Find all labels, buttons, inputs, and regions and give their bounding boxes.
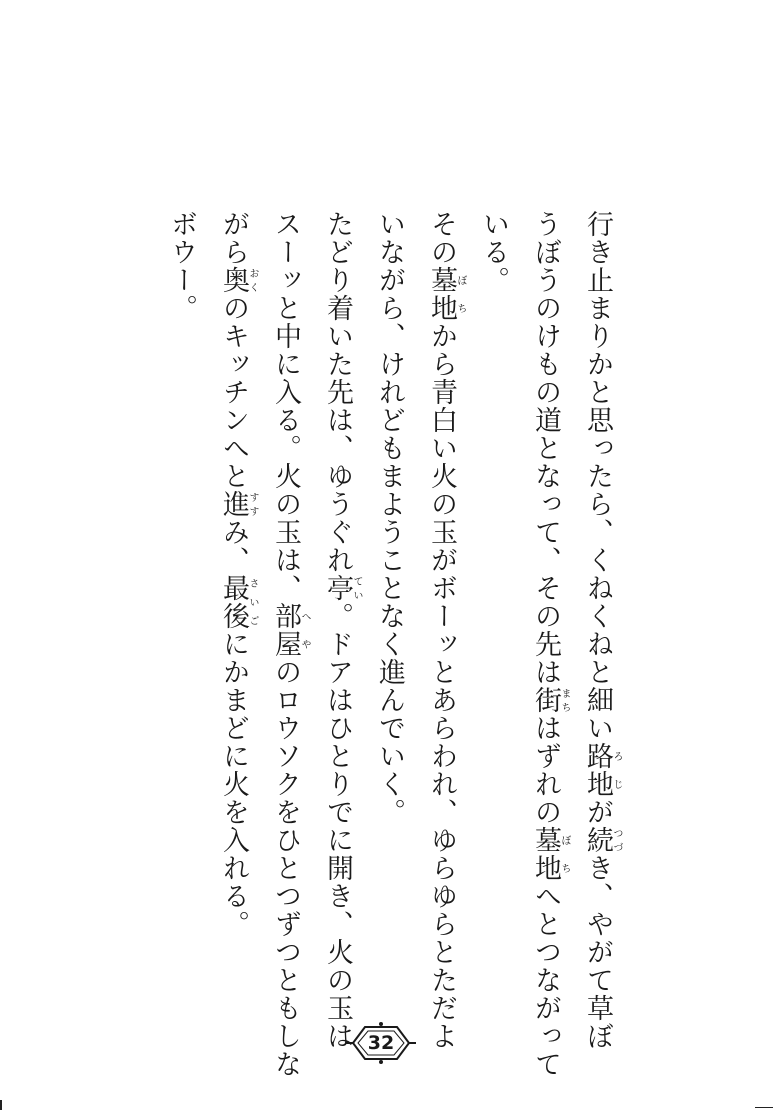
text-segment: たどり着いた先は、ゆうぐれ <box>322 210 353 574</box>
paragraph <box>155 183 207 983</box>
ruby-base: 部屋 <box>270 602 301 658</box>
page-number: 32 <box>367 1032 395 1054</box>
text-segment: うぼうのけもの道となって、その先は <box>530 210 561 686</box>
text-segment: へとつながって <box>530 882 561 1078</box>
ruby-base: 奥 <box>218 266 249 294</box>
text-segment: スーッと中に入る。火の玉は、 <box>270 210 301 602</box>
ruby-base: 最後 <box>218 574 249 630</box>
crop-mark-right <box>755 1107 773 1108</box>
text-line <box>259 183 311 1078</box>
text-segment: その <box>426 210 457 266</box>
text-segment: が <box>582 798 613 826</box>
ruby-reading: さいご <box>247 574 258 630</box>
text-line <box>207 183 259 983</box>
ruby-reading: すす <box>247 490 258 518</box>
furigana-word <box>218 266 258 294</box>
ruby-base: 続 <box>582 826 613 854</box>
text-segment: 。ドアはひとりでに開き、火の玉は <box>322 602 353 1050</box>
text-line <box>467 183 519 983</box>
ruby-reading: へや <box>299 602 310 658</box>
furigana-word <box>270 602 310 658</box>
ruby-reading: てい <box>351 574 362 602</box>
ruby-base: 亭 <box>322 574 353 602</box>
ruby-base: 進 <box>218 490 249 518</box>
ruby-base: 路地 <box>582 742 613 798</box>
paragraph <box>467 183 623 1078</box>
furigana-word <box>582 742 622 798</box>
text-segment: のキッチンへと <box>218 294 249 490</box>
text-segment: ボウー。 <box>166 210 197 322</box>
text-segment: き、やがて草ぼ <box>582 854 613 1050</box>
ruby-reading: おく <box>247 266 258 294</box>
text-line <box>155 183 207 983</box>
text-line <box>519 183 571 1078</box>
ruby-reading: つづ <box>611 826 622 854</box>
ruby-base: 街 <box>530 686 561 714</box>
crop-mark-left <box>0 1100 2 1110</box>
paragraph <box>207 183 363 1078</box>
text-segment: 行き止まりかと思ったら、くねくねと細い <box>582 210 613 742</box>
text-segment: いる。 <box>478 210 509 294</box>
text-segment: はずれの <box>530 714 561 826</box>
ruby-base: 墓地 <box>426 266 457 322</box>
text-segment: から青白い火の玉がボーッとあらわれ、ゆらゆらとただよ <box>426 322 457 1050</box>
text-segment: にかまどに火を入れる。 <box>218 630 249 938</box>
text-line <box>571 183 623 1050</box>
ruby-reading: ぼち <box>559 826 570 882</box>
text-segment: のロウソクをひとつずつともしな <box>270 658 301 1078</box>
text-line <box>311 183 363 1050</box>
furigana-word <box>218 490 258 518</box>
ruby-reading: ぼち <box>455 266 466 322</box>
text-segment: がら <box>218 210 249 266</box>
ruby-reading: ろじ <box>611 742 622 798</box>
ruby-base: 墓地 <box>530 826 561 882</box>
ruby-reading: まち <box>559 686 570 714</box>
furigana-word <box>426 266 466 322</box>
furigana-word <box>530 826 570 882</box>
furigana-word <box>322 574 362 602</box>
text-line <box>363 183 415 983</box>
text-line <box>415 183 467 1050</box>
text-segment: いながら、けれどもまようことなく進んでいく。 <box>374 210 405 826</box>
furigana-word <box>530 686 570 714</box>
furigana-word <box>218 574 258 630</box>
page-number-badge <box>345 1021 417 1065</box>
text-segment: み、 <box>218 518 249 574</box>
furigana-word <box>582 826 622 854</box>
